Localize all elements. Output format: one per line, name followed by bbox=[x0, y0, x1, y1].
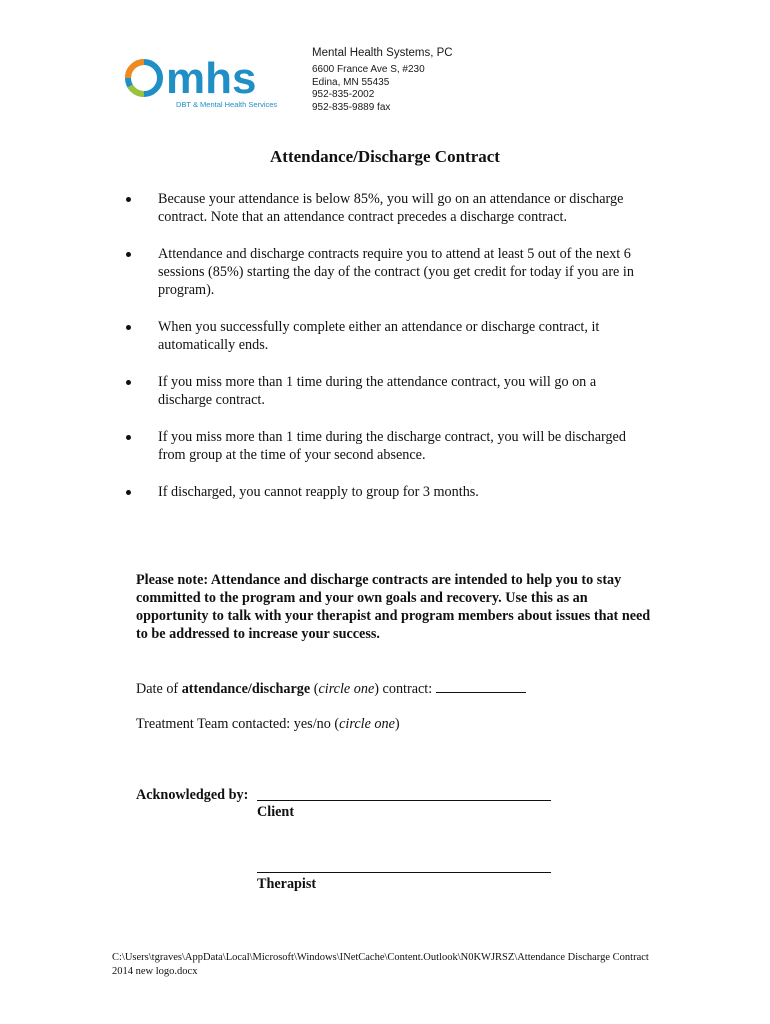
list-item-text: If discharged, you cannot reapply to group for 3 months. bbox=[158, 484, 479, 500]
organization-info bbox=[312, 46, 453, 114]
list-item-text: Attendance and discharge contracts require you to attend at least 5 out of the next 6 sessions (85%) starting the day of the contract (you get credit for today if you are in program). bbox=[158, 246, 634, 298]
list-item bbox=[121, 190, 641, 226]
therapist-label: Therapist bbox=[257, 876, 317, 892]
date-field-italic: circle one bbox=[318, 681, 375, 697]
bullet-icon bbox=[126, 435, 131, 440]
org-address-line-1: 6600 France Ave S, #230 bbox=[312, 64, 425, 75]
document-title: Attendance/Discharge Contract bbox=[270, 147, 500, 166]
date-field-bold: attendance/discharge bbox=[181, 681, 311, 697]
list-item-text: If you miss more than 1 time during the attendance contract, you will go on a discharge contract. bbox=[158, 374, 597, 408]
treatment-team-field bbox=[136, 715, 400, 733]
acknowledged-by-label: Acknowledged by: bbox=[136, 787, 249, 803]
team-field-suffix: ) bbox=[394, 716, 400, 732]
list-item bbox=[121, 483, 641, 501]
team-field-prefix: Treatment Team contacted: yes/no ( bbox=[136, 716, 340, 732]
org-address-line-2: Edina, MN 55435 bbox=[312, 76, 390, 88]
mhs-logo bbox=[122, 52, 297, 116]
logo-wordmark: mhs bbox=[166, 54, 257, 103]
client-label: Client bbox=[257, 804, 295, 820]
org-phone: 952-835-2002 bbox=[312, 89, 375, 100]
bullet-icon bbox=[126, 490, 131, 495]
list-item bbox=[121, 245, 641, 299]
acknowledged-label-text: Acknowledged by bbox=[136, 787, 244, 803]
list-item-text: Because your attendance is below 85%, you will go on an attendance or discharge contract. Note that an attendance contract precedes a discharge contract. bbox=[158, 191, 624, 225]
bullet-icon bbox=[126, 380, 131, 385]
list-item bbox=[121, 318, 641, 354]
list-item-text: When you successfully complete either an attendance or discharge contract, it automatically ends. bbox=[158, 319, 600, 353]
org-fax: 952-835-9889 fax bbox=[312, 101, 391, 113]
contract-date-field: Date of attendance/discharge (circle one) contract: bbox=[136, 679, 526, 698]
client-signature-line[interactable] bbox=[257, 800, 551, 801]
therapist-signature-line[interactable] bbox=[257, 872, 551, 873]
logo-tagline: DBT & Mental Health Services bbox=[176, 100, 278, 109]
footer-file-path: C:\Users\tgraves\AppData\Local\Microsoft\Windows\INetCache\Content.Outlook\N0KWJRSZ\Attendance Discharge Contract 2014 new logo.docx bbox=[112, 952, 649, 977]
date-field-prefix: Date of bbox=[136, 681, 182, 697]
team-field-italic: circle one bbox=[339, 716, 395, 732]
list-item bbox=[121, 373, 641, 409]
bullet-icon bbox=[126, 252, 131, 257]
bullet-icon bbox=[126, 197, 131, 202]
org-name: Mental Health Systems, PC bbox=[312, 47, 453, 59]
contract-terms-list bbox=[121, 190, 641, 520]
mhs-logo-graphic bbox=[122, 52, 297, 116]
date-field-suffix: contract: bbox=[379, 681, 436, 697]
bullet-icon bbox=[126, 325, 131, 330]
please-note-paragraph: Please note: Attendance and discharge contracts are intended to help you to stay committed to the program and your own goals and recovery. Use this as an opportunity to talk with your therapist and program members about issues that need to be addressed to increase your success. bbox=[136, 572, 651, 642]
list-item bbox=[121, 428, 641, 464]
list-item-text: If you miss more than 1 time during the discharge contract, you will be discharged from group at the time of your second absence. bbox=[158, 429, 626, 463]
date-blank-line[interactable] bbox=[436, 679, 526, 693]
